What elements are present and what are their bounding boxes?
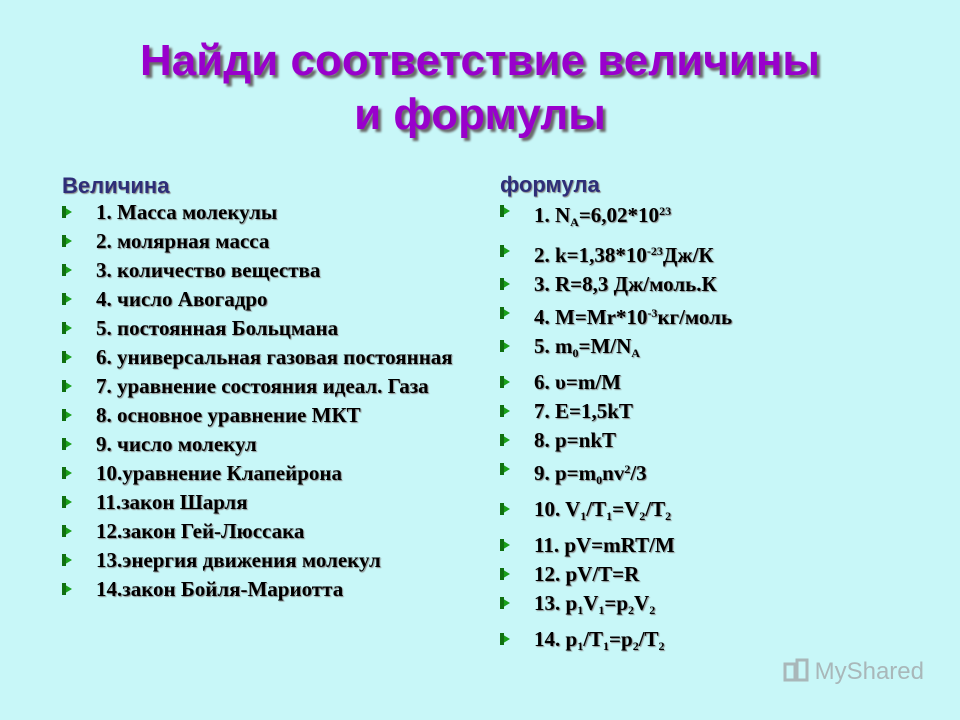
formula-segment: =p [609,627,633,651]
quantity-item [62,521,482,541]
arrow-bullet-icon [62,583,72,595]
formula-item [500,593,800,620]
formula-segment: -3 [647,306,658,320]
formula-segment: 1 [577,603,584,617]
formula-segment: =p [604,591,629,615]
formula-segment: 2 [658,639,665,653]
arrow-bullet-icon [62,496,72,508]
formula-segment: /3 [630,461,647,485]
arrow-bullet-icon [500,376,510,388]
formula-segment: 1 [603,639,610,653]
formula-segment: =M/N [578,334,632,358]
quantity-item [62,550,482,570]
arrow-bullet-icon [500,539,510,551]
formula-item-text [534,336,800,363]
quantity-item-text: 11.закон Шарля [96,490,248,514]
formula-item-text [534,201,800,232]
arrow-bullet-icon [500,340,510,352]
quantity-item-text: 9. число молекул [96,432,257,456]
formula-segment: 2 [632,639,639,653]
arrow-bullet-icon [62,554,72,566]
formula-segment: 2 [665,509,672,523]
formula-segment: =V [612,497,640,521]
watermark-text: MyShared [814,658,924,685]
formula-segment: 1. N [534,203,571,227]
formula-item [500,459,800,490]
arrow-bullet-icon [62,322,72,334]
formula-item [500,499,800,526]
formula-segment: /T [586,497,607,521]
quantity-item-text: 3. количество вещества [96,258,321,282]
arrow-bullet-icon [62,235,72,247]
quantity-item-text: 10.уравнение Клапейрона [96,461,342,485]
quantity-item-text: 2. молярная масса [96,229,270,253]
formula-item-text [534,629,800,656]
formula-item [500,564,800,584]
arrow-bullet-icon [500,278,510,290]
formula-segment: 2 [649,603,656,617]
quantity-item-text: 7. уравнение состояния идеал. Газа [96,374,429,398]
formula-segment: /T [638,627,659,651]
formula-segment: V [634,591,650,615]
formula-segment: 2 [628,603,635,617]
formula-segment: 8. p=nkT [534,428,617,452]
formula-item-text [534,372,800,392]
formula-item [500,241,800,265]
formula-segment: 23 [659,204,672,218]
myshared-watermark [783,658,924,686]
formula-segment: A [631,346,640,360]
formula-segment: 1 [598,603,605,617]
quantity-item [62,405,482,425]
quantities-list [62,202,482,599]
quantity-item [62,231,482,251]
quantity-item-text: 4. число Авогадро [96,287,268,311]
quantity-item [62,463,482,483]
formula-segment: 3. R=8,3 Дж/моль.К [534,272,717,296]
formula-segment: Дж/К [662,243,714,267]
quantity-item [62,318,482,338]
formula-segment: =6,02*10 [578,203,660,227]
quantity-item-text: 14.закон Бойля-Мариотта [96,577,344,601]
formula-item [500,372,800,392]
arrow-bullet-icon [500,503,510,515]
formula-segment: 6. υ=m/M [534,370,622,394]
quantities-column [62,173,482,608]
formula-segment: 7. E=1,5kT [534,399,633,423]
quantity-item-text: 12.закон Гей-Люссака [96,519,305,543]
formula-segment: 0 [572,346,579,360]
formula-segment: 13. p [534,591,578,615]
formula-item [500,274,800,294]
quantity-item [62,376,482,396]
formula-item-text [534,593,800,620]
arrow-bullet-icon [500,205,510,217]
quantity-item-text: 1. Масса молекулы [96,200,278,224]
formula-item [500,401,800,421]
quantity-item-text: 13.энергия движения молекул [96,548,381,572]
formula-segment: 2 [639,509,646,523]
formula-segment: 14. p [534,627,578,651]
formula-segment: /T [583,627,604,651]
formula-item-text [534,401,800,421]
arrow-bullet-icon [62,409,72,421]
arrow-bullet-icon [500,307,510,319]
formula-segment: 12. pV/T=R [534,562,640,586]
formula-segment: 9. p=m [534,461,597,485]
quantity-item-text: 5. постоянная Больцмана [96,316,339,340]
formula-segment: 1 [606,509,613,523]
formula-segment: V [583,591,599,615]
quantity-item-text: 8. основное уравнение МКТ [96,403,361,427]
formula-item [500,303,800,327]
quantity-item [62,289,482,309]
arrow-bullet-icon [500,568,510,580]
formulas-heading: формула [500,172,600,197]
formula-segment: 4. M=Mr*10 [534,305,648,329]
formula-item-text [534,303,800,327]
formula-item-text [534,274,800,294]
quantity-item-text: 6. универсальная газовая постоянная [96,345,453,369]
formula-segment: -23 [646,244,663,258]
formula-item-text [534,535,800,555]
formula-item-text [534,430,800,450]
formula-segment: nv [602,461,625,485]
formula-segment: /T [645,497,666,521]
arrow-bullet-icon [500,633,510,645]
arrow-bullet-icon [62,380,72,392]
arrow-bullet-icon [500,245,510,257]
arrow-bullet-icon [62,438,72,450]
quantity-item [62,492,482,512]
myshared-logo-icon [783,658,811,686]
arrow-bullet-icon [62,264,72,276]
arrow-bullet-icon [62,351,72,363]
formula-segment: 5. m [534,334,573,358]
quantity-item [62,260,482,280]
arrow-bullet-icon [62,467,72,479]
arrow-bullet-icon [500,597,510,609]
arrow-bullet-icon [500,434,510,446]
arrow-bullet-icon [62,525,72,537]
formula-item [500,535,800,555]
formula-segment: A [570,215,579,229]
formula-item-text [534,564,800,584]
formula-segment: 1 [577,639,584,653]
formulas-column [500,172,800,665]
slide-title [0,34,960,142]
formula-segment: 1 [580,509,587,523]
formulas-list [500,201,800,656]
quantity-item [62,202,482,222]
formula-segment: 2. k=1,38*10 [534,243,647,267]
quantity-item [62,347,482,367]
arrow-bullet-icon [500,405,510,417]
arrow-bullet-icon [500,463,510,475]
quantities-heading: Величина [62,173,170,198]
slide-title-line-1: Найди соответствие величины [139,36,820,85]
arrow-bullet-icon [62,206,72,218]
quantity-item [62,579,482,599]
formula-item [500,201,800,232]
formula-segment: кг/моль [657,305,733,329]
formula-item-text [534,499,800,526]
formula-item [500,629,800,656]
formula-item-text [534,459,800,490]
formula-item [500,430,800,450]
formula-item-text [534,241,800,265]
arrow-bullet-icon [62,293,72,305]
formula-segment: 2 [624,462,631,476]
quantity-item [62,434,482,454]
formula-segment: 11. pV=mRT/M [534,533,675,557]
formula-segment: 10. V [534,497,581,521]
formula-segment: 0 [596,473,603,487]
formula-item [500,336,800,363]
slide-title-line-2: и формулы [354,90,606,139]
